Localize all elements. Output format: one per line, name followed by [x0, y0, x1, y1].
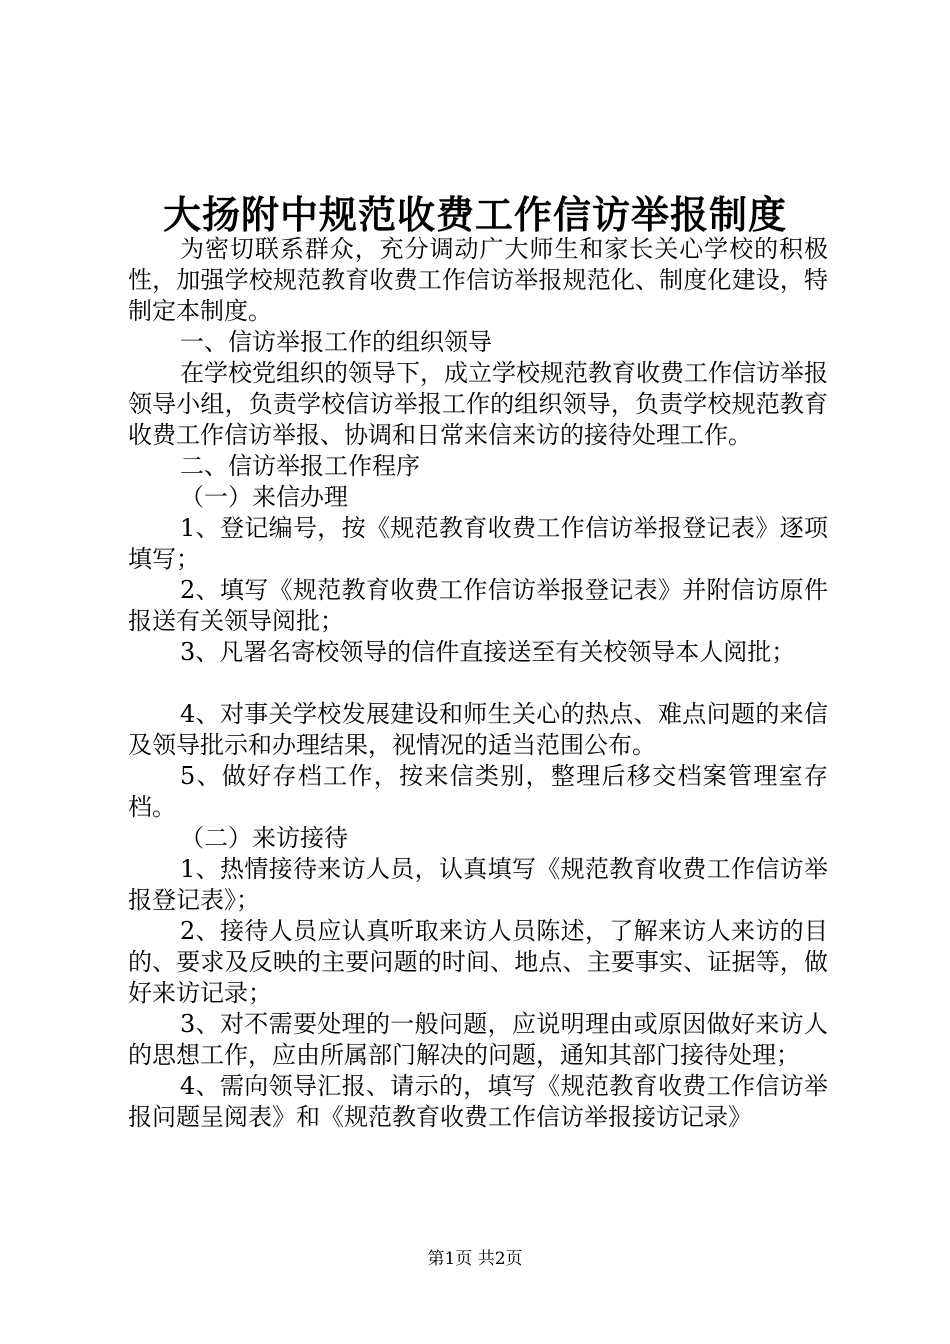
subsection-heading-letters: （一）来信办理 [180, 483, 348, 511]
visits-item-1: 1、热情接待来访人员，认真填写《规范教育收费工作信访举报登记表》； [128, 855, 828, 914]
document-body [128, 234, 828, 1133]
section-heading-organization: 一、信访举报工作的组织领导 [180, 328, 492, 356]
page-footer: 第1页 共2页 [427, 1249, 523, 1269]
letters-item-1: 1、登记编号，按《规范教育收费工作信访举报登记表》逐项填写； [128, 514, 828, 573]
visits-item-2: 2、接待人员应认真听取来访人员陈述，了解来访人来访的目的、要求及反映的主要问题的时间、地点、主要事实、证据等，做好来访记录； [128, 917, 828, 1007]
document-title: 大扬附中规范收费工作信访举报制度 [162, 192, 787, 237]
letters-item-4: 4、对事关学校发展建设和师生关心的热点、难点问题的来信及领导批示和办理结果，视情况的适当范围公布。 [128, 700, 828, 759]
intro-paragraph: 为密切联系群众，充分调动广大师生和家长关心学校的积极性，加强学校规范教育收费工作信访举报规范化、制度化建设，特制定本制度。 [128, 235, 828, 325]
visits-item-3: 3、对不需要处理的一般问题，应说明理由或原因做好来访人的思想工作，应由所属部门解决的问题，通知其部门接待处理； [128, 1010, 828, 1069]
subsection-heading-visits: （二）来访接待 [180, 824, 348, 852]
letters-item-5: 5、做好存档工作，按来信类别，整理后移交档案管理室存档。 [128, 762, 828, 821]
visits-item-4: 4、需向领导汇报、请示的，填写《规范教育收费工作信访举报问题呈阅表》和《规范教育收费工作信访举报接访记录》 [128, 1072, 828, 1131]
letters-item-2: 2、填写《规范教育收费工作信访举报登记表》并附信访原件报送有关领导阅批； [128, 576, 828, 635]
organization-paragraph: 在学校党组织的领导下，成立学校规范教育收费工作信访举报领导小组，负责学校信访举报工作的组织领导，负责学校规范教育收费工作信访举报、协调和日常来信来访的接待处理工作。 [128, 359, 828, 449]
letters-item-3: 3、凡署名寄校领导的信件直接送至有关校领导本人阅批； [180, 638, 796, 666]
section-heading-procedure: 二、信访举报工作程序 [180, 452, 420, 480]
